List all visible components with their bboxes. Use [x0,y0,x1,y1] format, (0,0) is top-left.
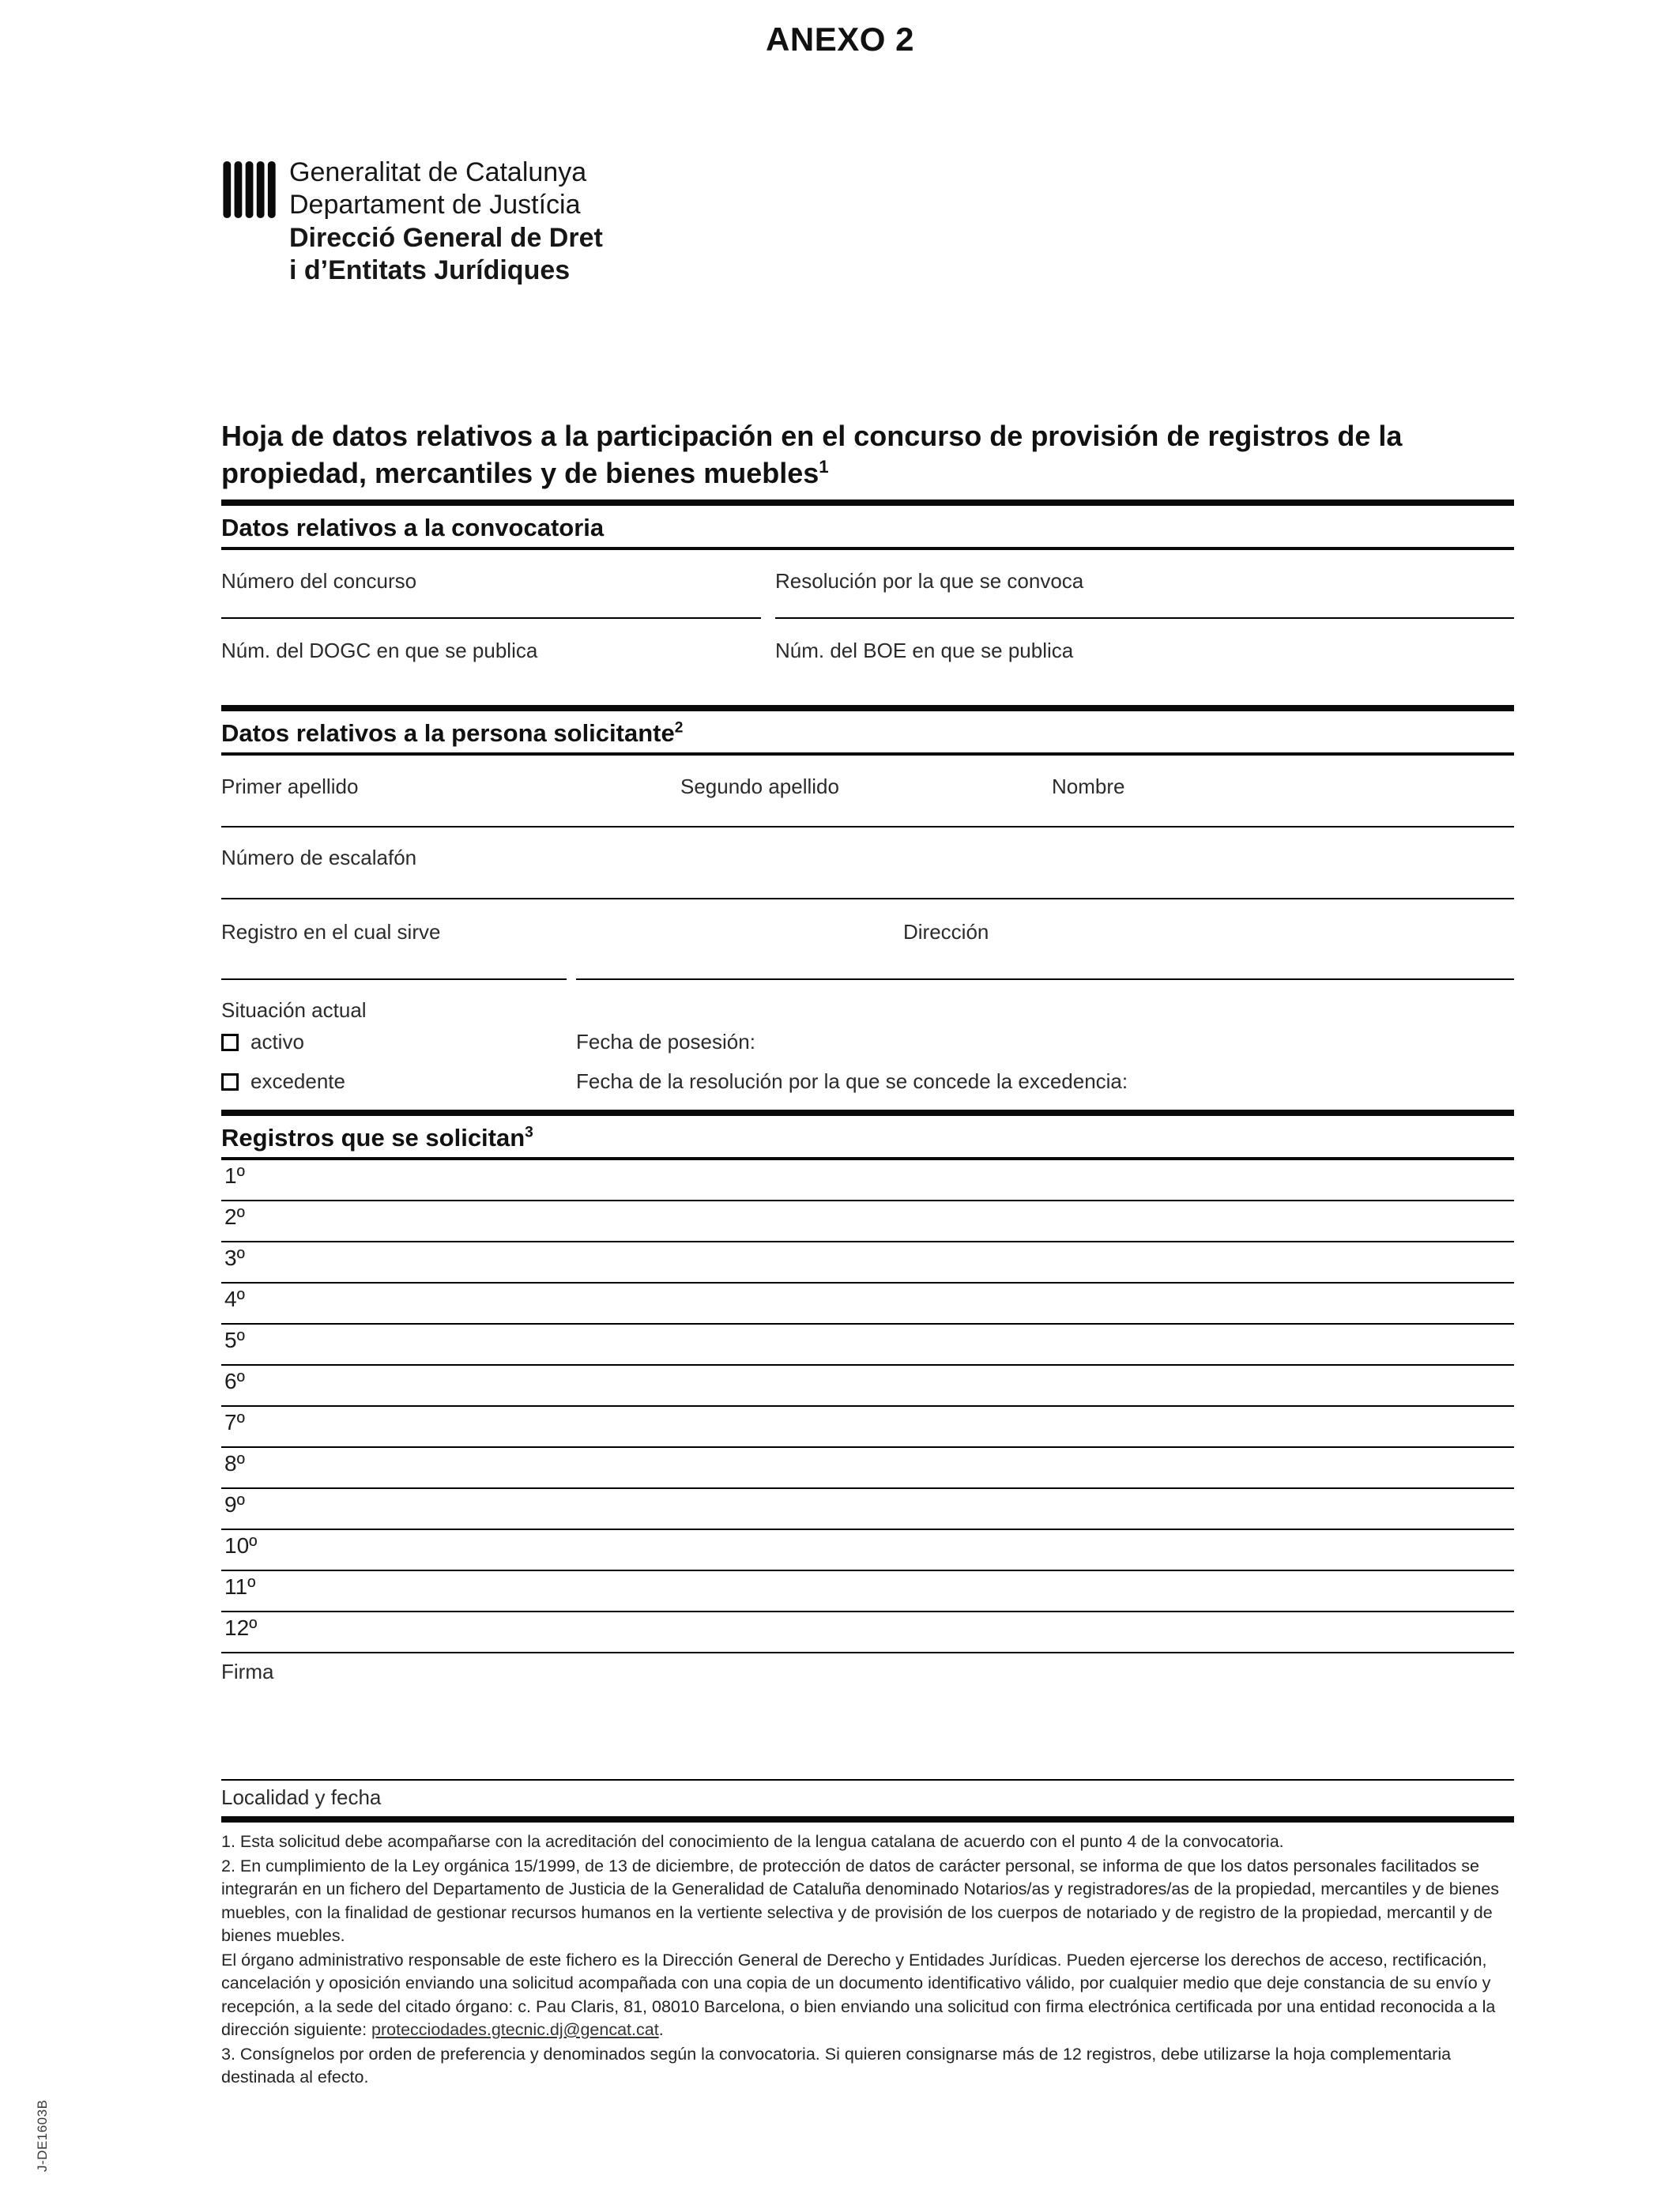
section-rule [221,1110,1514,1116]
registro-row-number: 3º [224,1245,245,1270]
primer-apellido-label: Primer apellido [221,774,359,798]
section-rule [221,705,1514,711]
dogc-label: Núm. del DOGC en que se publica [221,638,538,662]
excedente-label: excedente [250,1069,345,1094]
registro-sirve-label: Registro en el cual sirve [221,919,441,944]
fecha-resolucion-label: Fecha de la resolución por la que se concede la excedencia: [576,1069,1128,1094]
annex-title: ANEXO 2 [766,21,914,58]
registro-row-8 [221,1448,1514,1489]
header-org-text [289,156,603,288]
footnote-2-period: . [658,2019,664,2039]
registro-row-11 [221,1571,1514,1612]
registro-row-number: 9º [224,1491,245,1517]
registro-row-7 [221,1407,1514,1448]
solicitante-heading-text: Datos relativos a la persona solicitante [221,718,675,747]
activo-label: activo [250,1030,304,1054]
registro-row-2 [221,1201,1514,1242]
registro-row-number: 6º [224,1368,245,1393]
footnote-2-part2 [221,1949,1514,2041]
registro-row-12 [221,1612,1514,1653]
numero-escalafon-label: Número de escalafón [221,845,417,869]
registro-row-number: 8º [224,1450,245,1476]
dept-name-line1: Direcció General de Dret [289,222,603,253]
footnotes-rule [221,1816,1514,1823]
situacion-actual-label: Situación actual [221,997,367,1022]
row-registro-direccion [221,899,1514,980]
registro-row-4 [221,1284,1514,1325]
fecha-posesion-label: Fecha de posesión: [576,1030,755,1054]
field-dogc [221,619,761,698]
registro-row-9 [221,1489,1514,1530]
registro-row-5 [221,1325,1514,1366]
form-code-vertical: J-DE1603B [35,2099,50,2172]
footnotes [221,1830,1514,2090]
registro-row-1 [221,1160,1514,1201]
numero-concurso-label: Número del concurso [221,568,417,593]
excedente-checkbox[interactable] [221,1073,239,1091]
firma-label: Firma [221,1659,274,1683]
footnote-3: 3. Consígnelos por orden de preferencia y denominados según la convocatoria. Si quieren consignarse más de 12 registros, debe utilizarse la hoja complementaria destinada al efecto. [221,2045,1452,2087]
form-content [221,0,1514,2090]
registro-row-number: 5º [224,1327,245,1352]
convocatoria-row-1 [221,550,1514,619]
direccion-line [576,978,1514,980]
direccion-label: Dirección [903,919,989,944]
activo-checkbox[interactable] [221,1034,239,1051]
field-numero-escalafon [221,827,1514,899]
registro-row-3 [221,1242,1514,1284]
convocatoria-row-2 [221,619,1514,698]
registro-row-number: 10º [224,1532,258,1558]
registro-row-number: 1º [224,1163,245,1188]
registros-footnote-ref: 3 [525,1124,533,1141]
option-activo [221,1029,1514,1056]
localidad-fecha-label: Localidad y fecha [221,1785,382,1809]
segundo-apellido-label: Segundo apellido [680,774,839,798]
registro-row-6 [221,1366,1514,1407]
registro-row-number: 7º [224,1409,245,1434]
registro-row-10 [221,1530,1514,1571]
field-boe [775,619,1514,698]
form-title-footnote-ref: 1 [819,457,829,477]
data-protection-email-link[interactable]: protecciodades.gtecnic.dj@gencat.cat [371,2019,659,2039]
registro-row-number: 4º [224,1286,245,1311]
generalitat-senyera-icon [221,160,277,220]
field-resolucion [775,550,1514,619]
localidad-fecha-field [221,1779,1514,1810]
solicitante-footnote-ref: 2 [674,719,684,737]
org-name-line1: Generalitat de Catalunya [289,157,587,187]
section-heading-registros [221,1124,1514,1152]
org-name-line2: Departament de Justícia [289,190,581,221]
header-logo-block [221,156,1514,288]
nombre-label: Nombre [1052,774,1125,798]
section-heading-convocatoria: Datos relativos a la convocatoria [221,513,605,541]
registro-row-number: 11º [224,1574,256,1599]
resolucion-label: Resolución por la que se convoca [775,568,1084,593]
registro-row-number: 2º [224,1204,245,1229]
dept-name-line2: i d’Entitats Jurídiques [289,255,571,286]
footnote-2-text: El órgano administrativo responsable de este fichero es la Dirección General de Derecho y Entidades Jurídicas. Pueden ejercerse los derechos de acceso, rectificación, cancelación y oposición enviando una solicitud acompañada con una copia de un documento identificativo válido, por cualquier medio que deje constancia de su envío y recepción, a la sede del citado órgano: c. Pau Claris, 81, 08010 Barcelona, o bien enviando una solicitud con firma electrónica certificada por una entidad reconocida a la dirección siguiente: [221,1951,1496,2039]
option-excedente [221,1069,1514,1095]
boe-label: Núm. del BOE en que se publica [775,638,1074,662]
registro-sirve-line [221,978,567,980]
section-rule [221,499,1514,506]
section-heading-solicitante [221,719,1514,748]
footnote-1: 1. Esta solicitud debe acompañarse con la acreditación del conocimiento de la lengua catalana de acuerdo con el punto 4 de la convocatoria. [221,1831,1284,1851]
row-apellidos [221,756,1514,827]
registro-row-number: 12º [224,1615,258,1640]
field-numero-concurso [221,550,761,619]
form-title [221,417,1514,492]
registros-heading-text: Registros que se solicitan [221,1123,525,1152]
footnote-2-part1: 2. En cumplimiento de la Ley orgánica 15/1999, de 13 de diciembre, de protección de datos de carácter personal, se informa de que los datos personales facilitados se integrarán en un fichero del Departamento de Justicia de la Generalidad de Cataluña denominado Notarios/as y registradores/as de la propiedad, mercantiles y de bienes muebles, con la finalidad de gestionar recursos humanos en la vertiente selectiva y de provisión de los cuerpos de notariado y de registro de la propiedad, mercantil y de bienes muebles. [221,1857,1500,1945]
form-title-text: Hoja de datos relativos a la participación en el concurso de provisión de registros de la propiedad, mercantiles y de bienes muebles [221,419,1403,490]
